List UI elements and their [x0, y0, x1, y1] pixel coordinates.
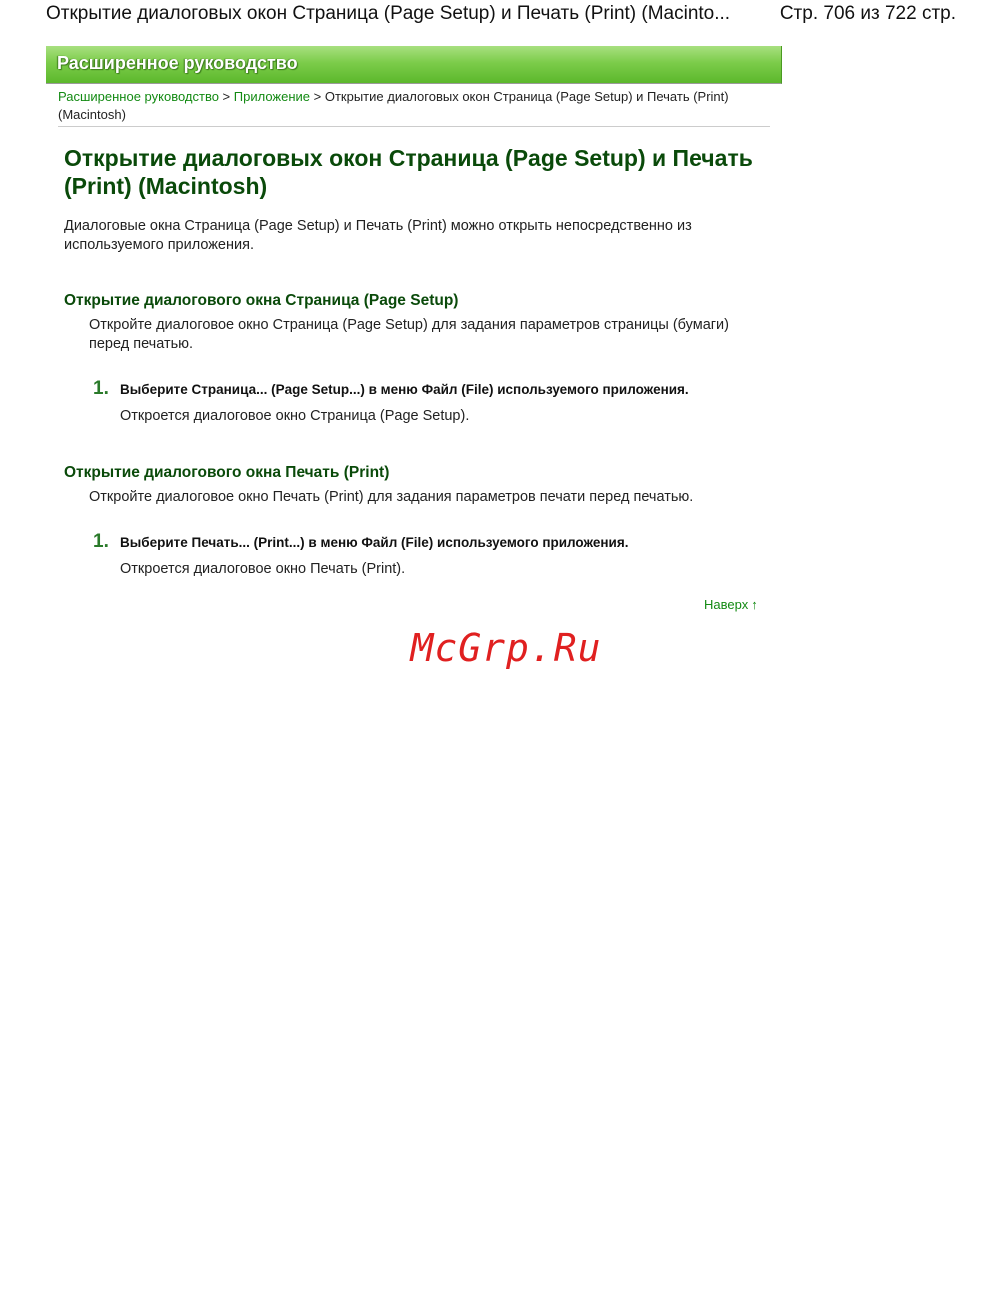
- watermark: McGrp.Ru: [410, 626, 602, 670]
- manual-banner-label: Расширенное руководство: [57, 53, 298, 73]
- section-heading-print: Открытие диалогового окна Печать (Print): [64, 464, 390, 481]
- intro-paragraph: Диалоговые окна Страница (Page Setup) и Печать (Print) можно открыть непосредственно из используемого приложения.: [64, 218, 692, 253]
- back-to-top-link[interactable]: [704, 597, 758, 612]
- breadcrumb-link-advanced-guide[interactable]: Расширенное руководство: [58, 89, 219, 104]
- breadcrumb: [58, 88, 758, 124]
- step-instruction-print: Выберите Печать... (Print...) в меню Файл (File) используемого приложения.: [120, 535, 629, 550]
- breadcrumb-current: Открытие диалоговых окон Страница (Page Setup) и Печать (Print) (Macintosh): [58, 89, 729, 122]
- section-description-print: Откройте диалоговое окно Печать (Print) для задания параметров печати перед печатью.: [89, 489, 694, 505]
- page-title: Открытие диалоговых окон Страница (Page Setup) и Печать (Print) (Macintosh): [64, 145, 753, 199]
- breadcrumb-link-appendix[interactable]: Приложение: [233, 89, 311, 104]
- step-number: 1.: [93, 378, 109, 399]
- manual-banner: [46, 46, 782, 84]
- up-arrow-icon: ↑: [751, 597, 758, 612]
- section-heading-page-setup: Открытие диалогового окна Страница (Page Setup): [64, 292, 459, 309]
- print-header-title: Открытие диалоговых окон Страница (Page Setup) и Печать (Print) (Macinto...: [46, 3, 731, 24]
- step-number: 1.: [93, 531, 109, 552]
- print-header: [46, 0, 956, 28]
- breadcrumb-divider: [58, 126, 770, 127]
- print-header-page-number: Стр. 706 из 722 стр.: [779, 3, 956, 24]
- step-result-print: Откроется диалоговое окно Печать (Print).: [120, 561, 406, 577]
- section-description-page-setup: Откройте диалоговое окно Страница (Page Setup) для задания параметров страницы (бумаги) перед печатью.: [89, 317, 729, 352]
- breadcrumb-separator: >: [310, 89, 325, 104]
- breadcrumb-separator: >: [218, 89, 234, 104]
- step-result-page-setup: Откроется диалоговое окно Страница (Page Setup).: [120, 408, 470, 424]
- step-instruction-page-setup: Выберите Страница... (Page Setup...) в меню Файл (File) используемого приложения.: [120, 382, 689, 397]
- back-to-top-label: Наверх: [704, 597, 749, 612]
